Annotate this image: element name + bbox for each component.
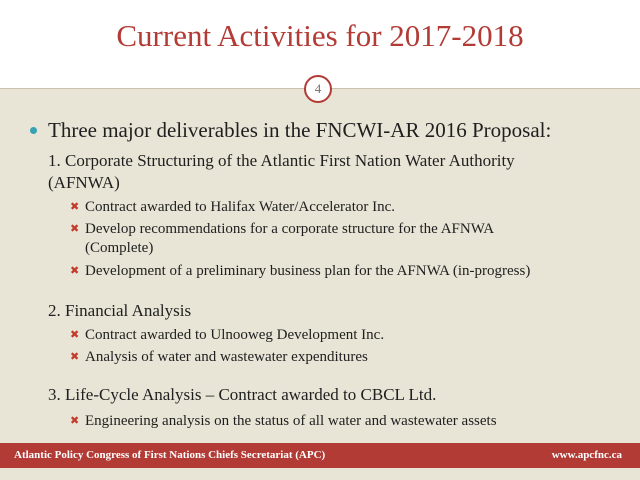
item-line: 2. Financial Analysis [48,301,192,320]
list-item [48,150,515,194]
list-item [48,300,191,322]
page-number-badge: 4 [304,75,332,103]
sub-item-text: Contract awarded to Halifax Water/Accelerator Inc. [85,199,396,215]
x-bullet-icon: ✖ [70,415,80,427]
main-bullet-text: Three major deliverables in the FNCWI-AR 2016 Proposal: [48,118,552,142]
sub-item-text: Contract awarded to Ulnooweg Development Inc. [85,327,385,343]
sub-item-text: Development of a preliminary business plan for the AFNWA (in-progress) [85,263,531,279]
footer-organization: Atlantic Policy Congress of First Nations Chiefs Secretariat (APC) [14,449,326,461]
sub-item-text: Engineering analysis on the status of all water and wastewater assets [85,413,497,429]
x-bullet-icon: ✖ [70,223,80,235]
x-bullet-icon: ✖ [70,201,80,213]
item-line: 1. Corporate Structuring of the Atlantic First Nation Water Authority [48,151,515,170]
slide-title: Current Activities for 2017-2018 [116,18,524,53]
sub-item-text: Develop recommendations for a corporate structure for the AFNWA [85,221,495,237]
bullet-dot-icon [30,127,37,134]
item-line: 3. Life-Cycle Analysis – Contract awarded to CBCL Ltd. [48,385,437,404]
item-line: (AFNWA) [48,173,120,192]
footer-bar [0,443,640,468]
footer-website-link[interactable]: www.apcfnc.ca [551,449,622,461]
list-item [48,384,436,406]
sub-item-text: (Complete) [85,240,154,256]
x-bullet-icon: ✖ [70,329,80,341]
sub-item-text: Analysis of water and wastewater expenditures [85,349,368,365]
x-bullet-icon: ✖ [70,351,80,363]
x-bullet-icon: ✖ [70,265,80,277]
